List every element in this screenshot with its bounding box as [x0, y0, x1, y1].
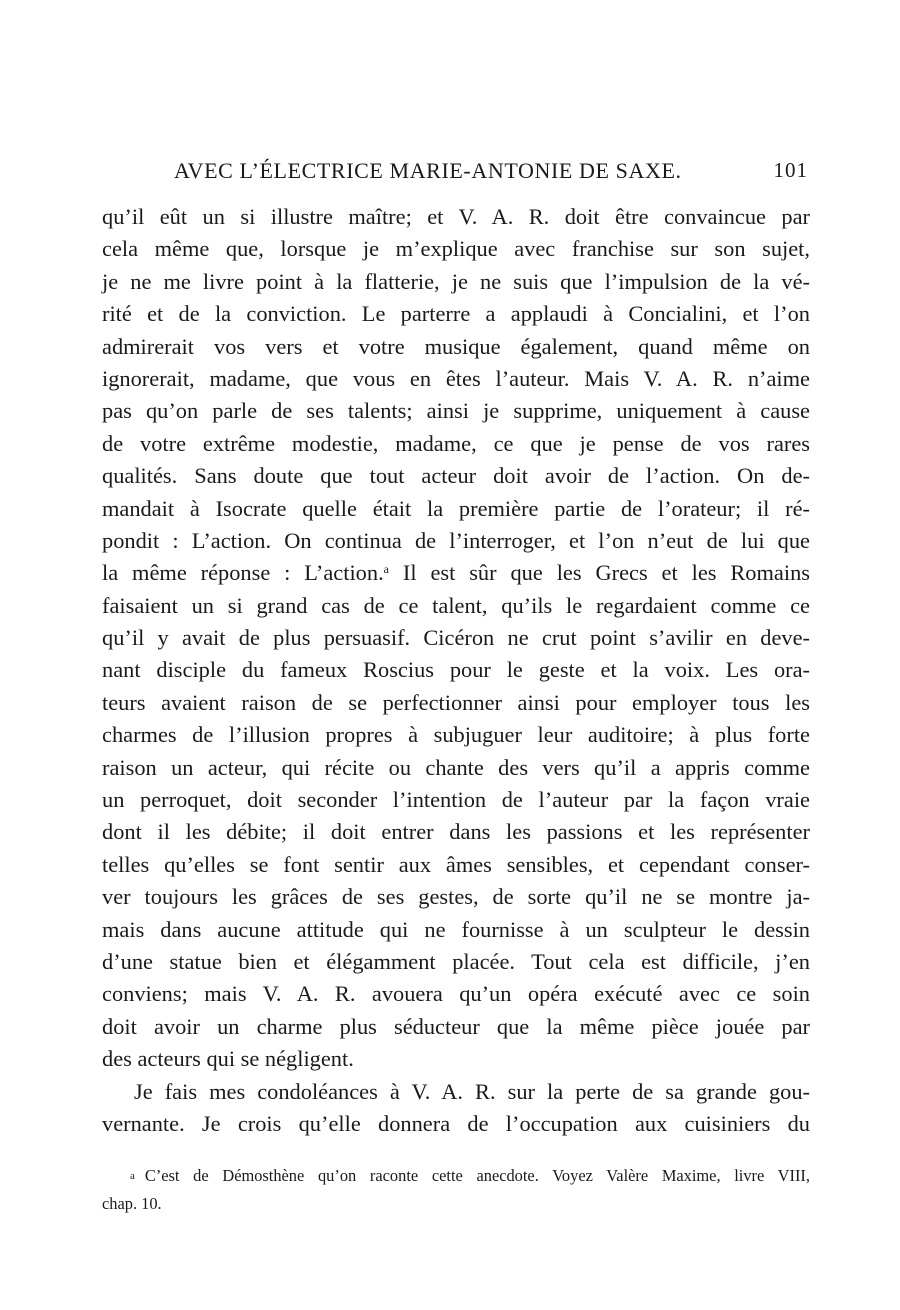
footnote-line [102, 1162, 810, 1190]
text-line: charmes de l’illusion propres à subjuguer leur auditoire; à plus forte [102, 722, 810, 748]
text-line: un perroquet, doit seconder l’intention de l’auteur par la façon vraie [102, 787, 810, 813]
footnote-line: chap. 10. [102, 1194, 162, 1213]
body-text [102, 201, 810, 1140]
text-line: ver toujours les grâces de ses gestes, de sorte qu’il ne se montre ja- [102, 884, 810, 910]
text-line: mais dans aucune attitude qui ne fournisse à un sculpteur le dessin [102, 916, 810, 942]
footnote [102, 1162, 810, 1218]
text-line-continuation: Il est sûr que les Grecs et les Romains [402, 560, 810, 586]
text-line: nant disciple du fameux Roscius pour le geste et la voix. Les ora- [102, 657, 810, 683]
paragraph-start-line: Je fais mes condoléances à V. A. R. sur la perte de sa grande gou- [134, 1078, 810, 1104]
paragraph-end-line: des acteurs qui se négligent. [102, 1046, 354, 1072]
text-line: qu’il y avait de plus persuasif. Cicéron ne crut point s’avilir en deve- [102, 625, 810, 651]
text-line: doit avoir un charme plus séducteur que la même pièce jouée par [102, 1013, 810, 1039]
running-title: AVEC L’ÉLECTRICE MARIE-ANTONIE DE SAXE. [174, 158, 682, 183]
text-line: raison un acteur, qui récite ou chante des vers qu’il a appris comme [102, 754, 810, 780]
text-line: mandait à Isocrate quelle était la première partie de l’orateur; il ré- [102, 495, 810, 521]
page-number: 101 [773, 158, 808, 182]
text-line: ignorerait, madame, que vous en êtes l’auteur. Mais V. A. R. n’aime [102, 365, 810, 391]
text-line: dont il les débite; il doit entrer dans les passions et les représenter [102, 819, 810, 845]
text-line: je ne me livre point à la flatterie, je ne suis que l’impulsion de la vé- [102, 268, 810, 294]
running-header [102, 158, 808, 190]
text-line: de votre extrême modestie, madame, ce que je pense de vos rares [102, 430, 810, 456]
footnote-text: C’est de Démosthène qu’on raconte cette anecdote. Voyez Valère Maxime, livre VIII, [144, 1166, 810, 1185]
footnote-reference: a [383, 562, 389, 577]
text-line: teurs avaient raison de se perfectionner ainsi pour employer tous les [102, 689, 810, 715]
text-line: cela même que, lorsque je m’explique avec franchise sur son sujet, [102, 236, 810, 262]
text-line: d’une statue bien et élégamment placée. Tout cela est difficile, j’en [102, 948, 810, 974]
text-line: pondit : L’action. On continua de l’interroger, et l’on n’eut de lui que [102, 527, 810, 553]
text-line: rité et de la conviction. Le parterre a applaudi à Concialini, et l’on [102, 301, 810, 327]
text-line: pas qu’on parle de ses talents; ainsi je supprime, uniquement à cause [102, 398, 810, 424]
text-line: telles qu’elles se font sentir aux âmes sensibles, et cependant conser- [102, 851, 810, 877]
footnote-marker: a [130, 1170, 135, 1182]
text-line: conviens; mais V. A. R. avouera qu’un opéra exécuté avec ce soin [102, 981, 810, 1007]
text-line: qualités. Sans doute que tout acteur doit avoir de l’action. On de- [102, 463, 810, 489]
text-line: admirerait vos vers et votre musique également, quand même on [102, 333, 810, 359]
text-line: vernante. Je crois qu’elle donnera de l’occupation aux cuisiniers du [102, 1110, 810, 1136]
text-line-start: la même réponse : L’action. [102, 560, 384, 586]
text-line: qu’il eût un si illustre maître; et V. A. R. doit être convaincue par [102, 204, 810, 229]
text-line-with-note [102, 557, 810, 589]
text-line: faisaient un si grand cas de ce talent, qu’ils le regardaient comme ce [102, 592, 810, 618]
